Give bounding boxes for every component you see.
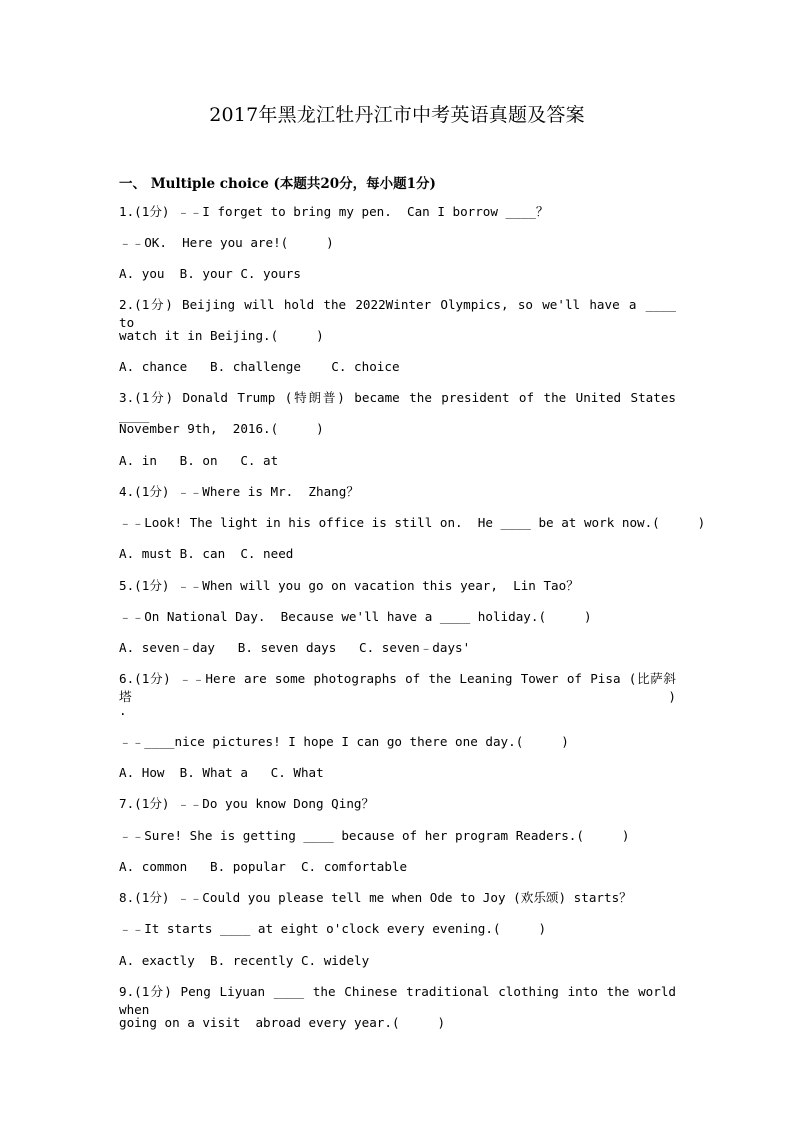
question-line: ﹣﹣____nice pictures! I hope I can go there one day.( ) [119, 734, 569, 749]
question-line: 6.(1分) ﹣﹣Here are some photographs of the Leaning Tower of Pisa (比萨斜塔) [119, 671, 676, 704]
page-title: 2017年黑龙江牡丹江市中考英语真题及答案 [209, 104, 585, 126]
answer-options: A. you B. your C. yours [119, 266, 301, 281]
answer-options: A. must B. can C. need [119, 546, 294, 561]
question-line: ﹣﹣On National Day. Because we'll have a ____ holiday.( ) [119, 609, 592, 624]
question-line: 2.(1分) Beijing will hold the 2022Winter Olympics, so we'll have a ____ to [119, 297, 676, 330]
question-line: 8.(1分) ﹣﹣Could you please tell me when Ode to Joy (欢乐颂) starts？ [119, 890, 632, 905]
answer-options: A. common B. popular C. comfortable [119, 859, 408, 874]
question-line: 7.(1分) ﹣﹣Do you know Dong Qing？ [119, 796, 375, 811]
question-line: November 9th, 2016.( ) [119, 421, 324, 436]
question-line: 3.(1分) Donald Trump (特朗普) became the president of the United States ____ [119, 390, 676, 423]
question-line: . [119, 703, 127, 718]
question-line: ﹣﹣It starts ____ at eight o'clock every evening.( ) [119, 921, 547, 936]
section-heading: 一、 Multiple choice (本题共20分，每小题1分) [119, 176, 436, 192]
answer-options: A. in B. on C. at [119, 453, 279, 468]
answer-options: A. How B. What a C. What [119, 765, 324, 780]
question-line: ﹣﹣Sure! She is getting ____ because of her program Readers.( ) [119, 828, 630, 843]
question-line: 1.(1分) ﹣﹣I forget to bring my pen. Can I borrow ____？ [119, 204, 549, 219]
question-line: 4.(1分) ﹣﹣Where is Mr. Zhang？ [119, 484, 359, 499]
question-line: 5.(1分) ﹣﹣When will you go on vacation this year, Lin Tao？ [119, 578, 579, 593]
answer-options: A. seven﹣day B. seven days C. seven﹣days' [119, 640, 471, 655]
question-line: 9.(1分) Peng Liyuan ____ the Chinese traditional clothing into the world when [119, 984, 676, 1017]
question-line: ﹣﹣Look! The light in his office is still on. He ____ be at work now.( ) [119, 515, 706, 530]
answer-options: A. exactly B. recently C. widely [119, 953, 370, 968]
question-line: watch it in Beijing.( ) [119, 328, 324, 343]
answer-options: A. chance B. challenge C. choice [119, 359, 400, 374]
question-line: going on a visit abroad every year.( ) [119, 1015, 446, 1030]
question-line: ﹣﹣OK. Here you are!( ) [119, 235, 334, 250]
